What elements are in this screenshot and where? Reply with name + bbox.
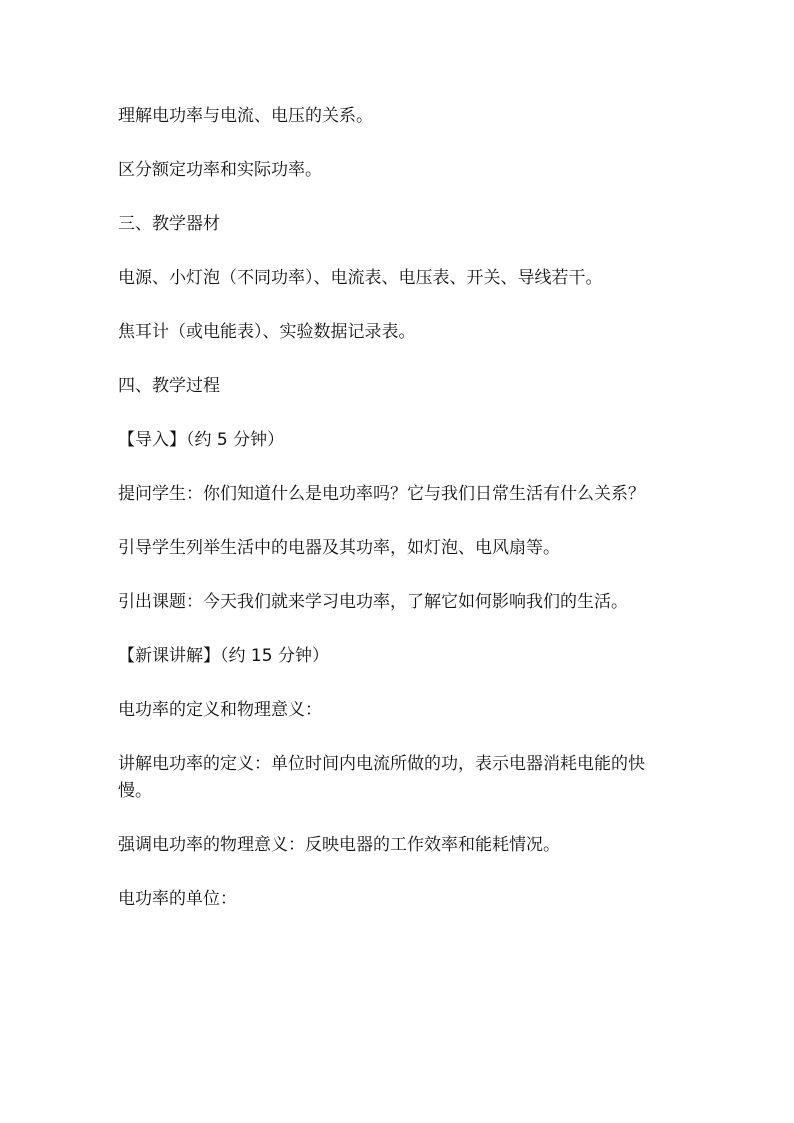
- document-body: [118, 103, 678, 940]
- objective-relation-paragraph: 理解电功率与电流、电压的关系。: [118, 106, 373, 126]
- physical-meaning-paragraph: 强调电功率的物理意义：反映电器的工作效率和能耗情况。: [118, 835, 560, 855]
- section-heading-process: 四、教学过程: [118, 376, 220, 396]
- objective-rated-power-paragraph: 区分额定功率和实际功率。: [118, 160, 322, 180]
- intro-heading: 【导入】（约 5 分钟）: [118, 430, 285, 450]
- unit-heading: 电功率的单位：: [118, 889, 237, 909]
- intro-examples-paragraph: 引导学生列举生活中的电器及其功率，如灯泡、电风扇等。: [118, 538, 560, 558]
- section-heading-equipment: 三、教学器材: [118, 214, 220, 234]
- intro-topic-paragraph: 引出课题：今天我们就来学习电功率，了解它如何影响我们的生活。: [118, 592, 628, 612]
- equipment-list-paragraph: 电源、小灯泡（不同功率）、电流表、电压表、开关、导线若干。: [118, 268, 603, 288]
- intro-question-paragraph: 提问学生：你们知道什么是电功率吗？它与我们日常生活有什么关系？: [118, 484, 645, 504]
- definition-heading: 电功率的定义和物理意义：: [118, 700, 322, 720]
- definition-explanation-paragraph: 讲解电功率的定义：单位时间内电流所做的功，表示电器消耗电能的快慢。: [118, 754, 645, 801]
- new-lesson-heading: 【新课讲解】（约 15 分钟）: [118, 646, 329, 666]
- equipment-meter-paragraph: 焦耳计（或电能表）、实验数据记录表。: [118, 322, 416, 342]
